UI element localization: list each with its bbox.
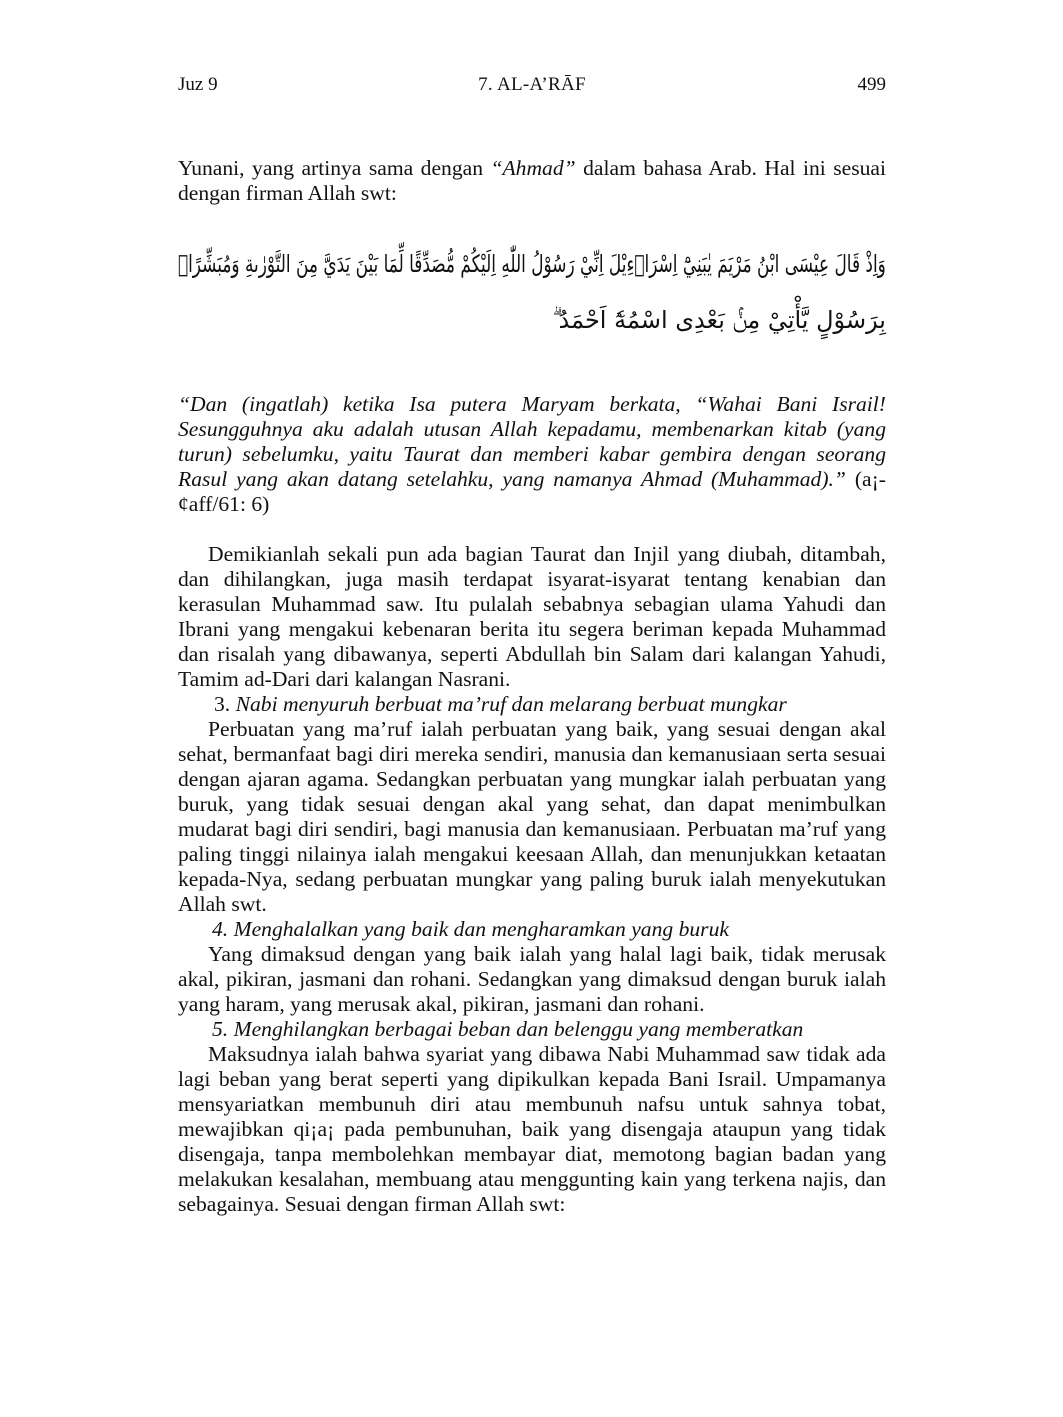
point-5-body: Maksudnya ialah bahwa syariat yang dibawa Nabi Muhammad saw tidak ada lagi beban yang berat seperti yang dipikulkan kepada Bani Israil. Umpamanya mensyariatkan membunuh diri atau membunuh nafsu untuk sahnya tobat, mewajibkan qi¡a¡ pada pembunuhan, baik yang disengaja ataupun yang tidak disengaja, tanpa membolehkan membayar diat, memotong bagian badan yang melakukan kesalahan, membuang atau menggunting kain yang terkena najis, dan sebagainya. Sesuai dengan firman Allah swt: [178, 1042, 886, 1216]
point-3-body: Perbuatan yang ma’ruf ialah perbuatan yang baik, yang sesuai dengan akal sehat, bermanfaat bagi diri mereka sendiri, manusia dan kemanusiaan serta sesuai dengan ajaran agama. Sedangkan perbuatan yang mungkar ialah perbuatan yang buruk, yang tidak sesuai dengan akal yang sehat, dan dapat menimbulkan mudarat bagi diri sendiri, bagi manusia dan kemanusiaan. Perbuatan ma’ruf yang paling tinggi nilainya ialah mengakui keesaan Allah, dan menunjukkan ketaatan kepada-Nya, sedang perbuatan mungkar yang paling buruk ialah menyekutukan Allah swt. [178, 717, 886, 916]
paragraph-demikian: Demikianlah sekali pun ada bagian Taurat dan Injil yang diubah, ditambah, dan dihilangkan, juga masih terdapat isyarat-isyarat tentang kenabian dan kerasulan Muhammad saw. Itu pulalah sebabnya sebagian ulama Yahudi dan Ibrani yang mengakui kebenaran berita itu segera beriman kepada Muhammad dan risalah yang dibawanya, seperti Abdullah bin Salam dari kalangan Yahudi, Tamim ad-Dari dari kalangan Nasrani. [178, 542, 886, 691]
point-4-title: 4. Menghalalkan yang baik dan mengharamkan yang buruk [212, 917, 729, 941]
point-3-heading [178, 692, 886, 717]
running-header [178, 74, 886, 104]
intro-text-before: Yunani, yang artinya sama dengan [178, 156, 491, 180]
verse-citation: (a¡-¢aff/61: 6) [178, 467, 886, 516]
point-5-heading [178, 1017, 886, 1042]
quran-verse-line-2: بِرَسُوْلٍ يَّأْتِيْ مِنْۢ بَعْدِى اسْمُهٗٓ اَحْمَدُ ۗ [552, 306, 886, 334]
point-5-title: 5. Menghilangkan berbagai beban dan belenggu yang memberatkan [212, 1017, 804, 1041]
point-3-title: Nabi menyuruh berbuat ma’ruf dan melarang berbuat mungkar [235, 692, 787, 716]
juz-label: Juz 9 [178, 74, 218, 95]
quran-verse-line-1: وَاِذْ قَالَ عِيْسَى ابْنُ مَرْيَمَ يٰبَنِيْٓ اِسْرَاۤءِيْلَ اِنِّيْ رَسُوْلُ اللّٰهِ اِلَيْكُمْ مُّصَدِّقًا لِّمَا بَيْنَ يَدَيَّ مِنَ التَّوْرٰىةِ وَمُبَشِّرًاۢ [178, 250, 886, 278]
point-4-body: Yang dimaksud dengan yang baik ialah yang halal lagi baik, tidak merusak akal, pikiran, jasmani dan rohani. Sedangkan yang dimaksud dengan buruk ialah yang haram, yang merusak akal, pikiran, jasmani dan rohani. [178, 942, 886, 1016]
verse-translation [178, 392, 886, 517]
intro-ahmad-term: “Ahmad” [490, 156, 576, 180]
verse-translation-text: “Dan (ingatlah) ketika Isa putera Maryam berkata, “Wahai Bani Israil! Sesungguhnya aku adalah utusan Allah kepadamu, membenarkan kitab (yang turun) sebelumku, yaitu Taurat dan memberi kabar gembira dengan seorang Rasul yang akan datang setelahku, yang namanya Ahmad (Muhammad).” [178, 392, 886, 491]
page-number: 499 [857, 74, 886, 95]
intro-text-after: dalam bahasa Arab. Hal ini sesuai dengan firman Allah swt: [178, 156, 886, 205]
book-page [178, 74, 886, 1217]
intro-paragraph [178, 156, 886, 206]
point-3-number: 3. [214, 692, 236, 716]
point-4-heading [178, 917, 886, 942]
quran-verse-arabic [178, 236, 886, 356]
surah-title: 7. AL-A’RĀF [478, 74, 586, 95]
